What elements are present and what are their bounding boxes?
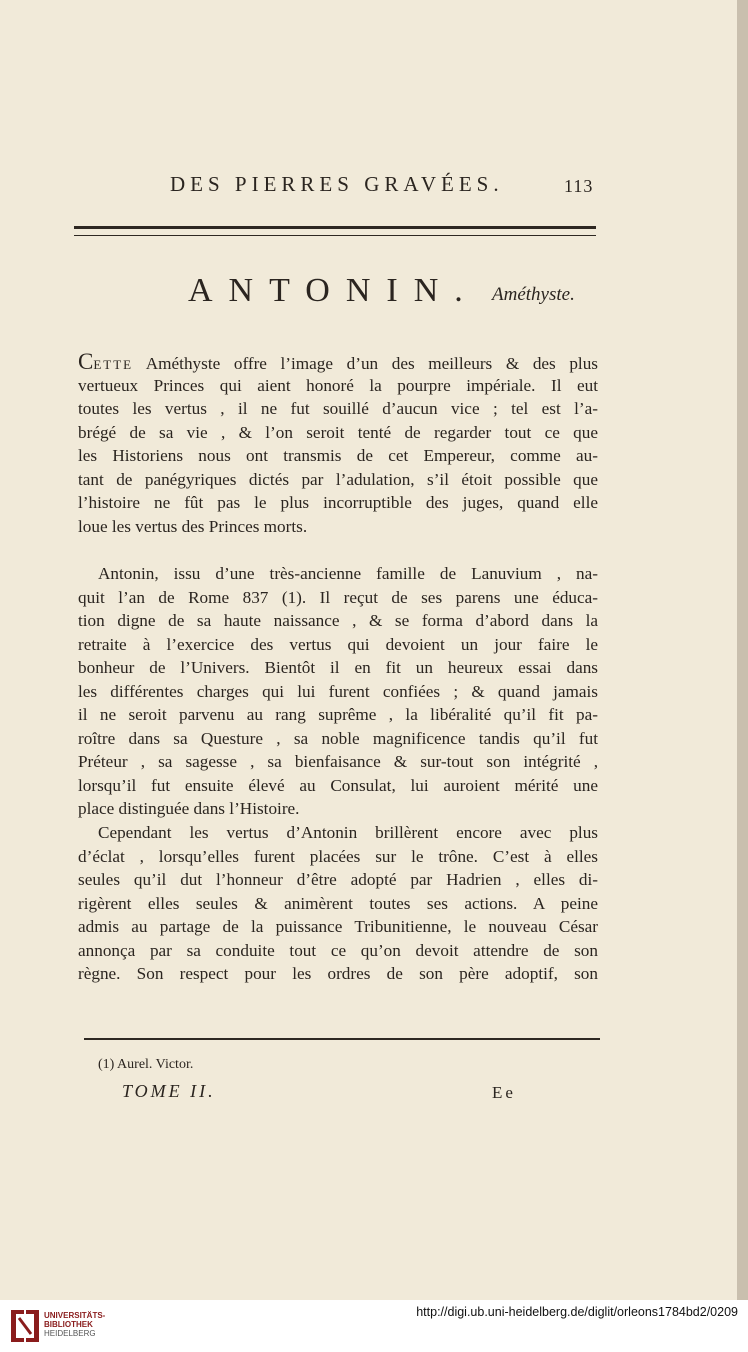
- text-line: Cependant les vertus d’Antonin brillèrent encore avec plus: [98, 823, 598, 842]
- footnote: (1) Aurel. Victor.: [98, 1057, 194, 1072]
- permalink-url[interactable]: http://digi.ub.uni-heidelberg.de/diglit/orleons1784bd2/0209: [416, 1305, 738, 1319]
- paragraph-3: [78, 821, 598, 986]
- heading-gem: Améthyste.: [492, 284, 575, 305]
- text-line: annonça par sa conduite tout ce qu’on devoit attendre de son: [78, 940, 598, 960]
- paragraph-1: [78, 350, 598, 538]
- paragraph-2: [78, 562, 598, 821]
- library-name-line: BIBLIOTHEK: [44, 1320, 93, 1329]
- text-line: règne. Son respect pour les ordres de son père adoptif, son: [78, 964, 598, 983]
- text-line: admis au partage de la puissance Tribunitienne, le nouveau César: [78, 917, 598, 936]
- catchword: Ee: [492, 1083, 516, 1102]
- text-line: vertueux Princes qui aient honoré la pourpre impériale. Il eut: [78, 375, 598, 395]
- text-line: roître dans sa Questure , sa noble magnificence tandis qu’il fut: [78, 728, 598, 748]
- text-line: quit l’an de Rome 837 (1). Il reçut de ses parens une éduca-: [78, 587, 598, 607]
- text-line: l’histoire ne fût pas le plus incorruptible des juges, quand elle: [78, 493, 598, 512]
- section-heading: [0, 272, 737, 316]
- page-number: 113: [564, 176, 594, 196]
- drop-capital: C: [78, 349, 94, 374]
- text-line: CETTE Améthyste offre l’image d’un des meilleurs & des plus: [78, 349, 598, 374]
- text-line: Antonin, issu d’une très-ancienne famille de Lanuvium , na-: [98, 564, 598, 583]
- text-line: il ne seroit parvenu au rang suprême , la libéralité qu’il fit pa-: [78, 705, 598, 724]
- text-line: Préteur , sa sagesse , sa bienfaisance & sur-tout son intégrité ,: [78, 752, 598, 771]
- signature-mark: TOME II.: [122, 1081, 216, 1101]
- text-line: loue les vertus des Princes morts.: [78, 516, 308, 536]
- library-name-line: UNIVERSITÄTS-: [44, 1311, 106, 1320]
- footnote-rule: [84, 1038, 600, 1040]
- text-line: rigèrent elles seules & animèrent toutes ses actions. A peine: [78, 893, 598, 913]
- text-line: bonheur de l’Univers. Bientôt il en fit un heureux essai dans: [78, 658, 598, 677]
- text-line: d’éclat , lorsqu’elles furent placées sur le trône. C’est à elles: [78, 846, 598, 866]
- library-name[interactable]: [44, 1311, 105, 1338]
- header-rule: [74, 226, 596, 236]
- text-line: les différentes charges qui lui furent confiées ; & quand jamais: [78, 681, 598, 701]
- library-logo-icon[interactable]: [8, 1306, 42, 1346]
- text-line: lorsqu’il fut ensuite élevé au Consulat, lui auroient mérité une: [78, 775, 598, 795]
- text-line: seules qu’il dut l’honneur d’être adopté par Hadrien , elles di-: [78, 870, 598, 889]
- text-line: tion digne de sa haute naissance , & se forma d’abord dans la: [78, 611, 598, 630]
- text-line: tant de panégyriques dictés par l’adulation, s’il étoit possible que: [78, 469, 598, 489]
- library-name-line: HEIDELBERG: [44, 1329, 96, 1338]
- running-head: [0, 172, 737, 202]
- small-caps: ETTE: [93, 357, 134, 372]
- text-line: place distinguée dans l’Histoire.: [78, 799, 300, 818]
- text-line: brégé de sa vie , & l’on seroit tenté de regarder tout ce que: [78, 422, 598, 442]
- page-edge: [737, 0, 748, 1300]
- text-line: retraite à l’exercice des vertus qui devoient un jour faire le: [78, 634, 598, 654]
- text-line: les Historiens nous ont transmis de cet Empereur, comme au-: [78, 446, 598, 465]
- text-line: toutes les vertus , il ne fut souillé d’aucun vice ; tel est l’a-: [78, 399, 598, 418]
- heading-name: ANTONIN.: [188, 272, 479, 309]
- running-title: DES PIERRES GRAVÉES.: [170, 172, 504, 196]
